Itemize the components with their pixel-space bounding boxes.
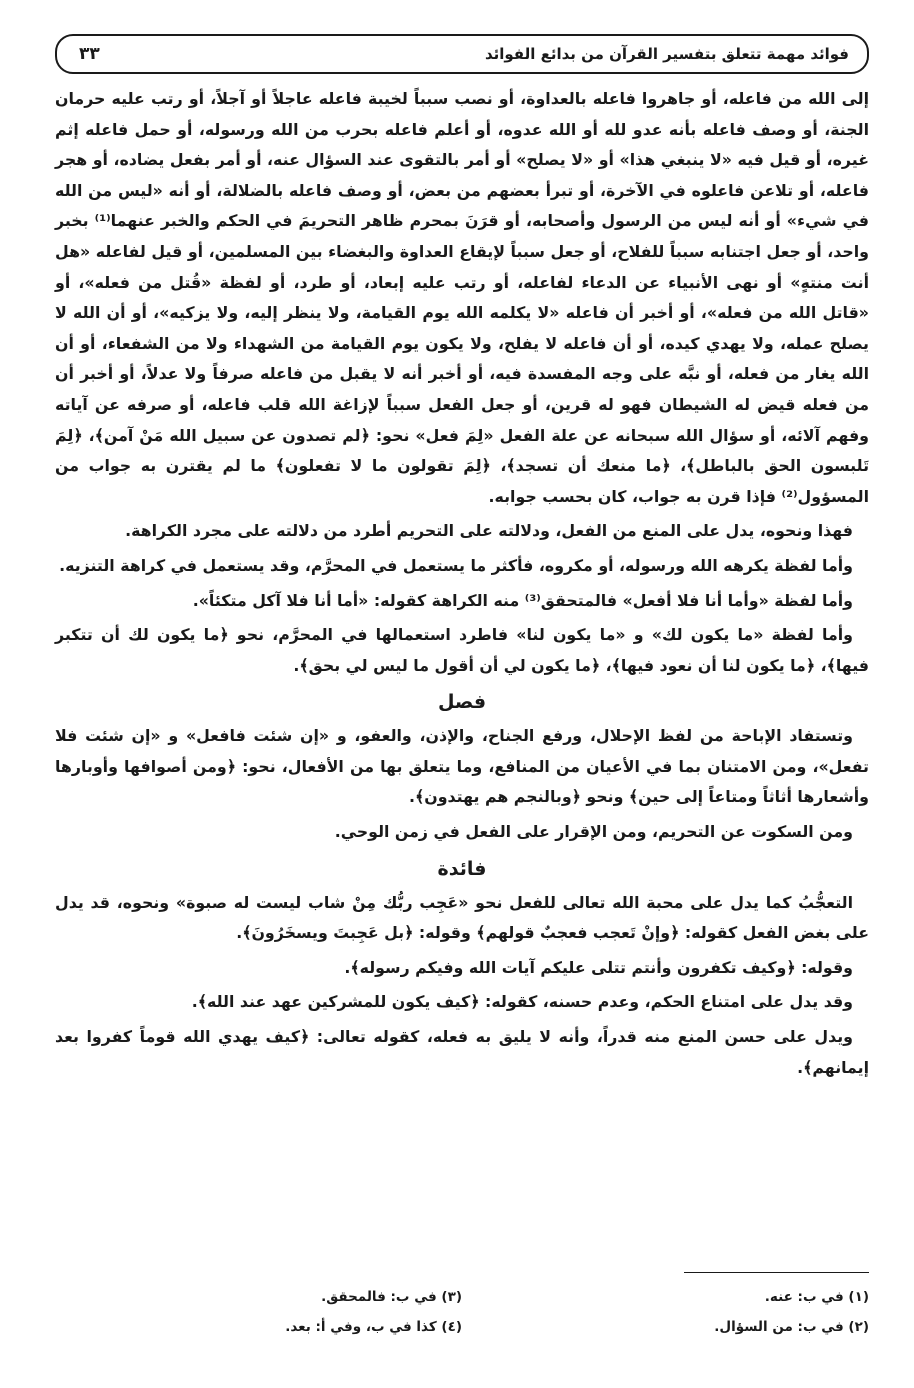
footnotes-left-column: [55, 1282, 462, 1342]
section-heading: فصل: [437, 691, 487, 714]
paragraph: ويدل على حسن المنع منه قدراً، وأنه لا يليق به فعله، كقوله تعالى: ﴿كيف يهدي الله قوماً كفروا بعد إيمانهم﴾.: [55, 1027, 869, 1077]
footnotes-right-column: [462, 1282, 869, 1342]
paragraph: فهذا ونحوه، يدل على المنع من الفعل، ودلالته على التحريم أطرد من دلالته على مجرد الكراهة.: [125, 521, 853, 541]
footnote-divider: [684, 1272, 869, 1273]
footnote: (٣) في ب: فالمحقق.: [321, 1289, 462, 1305]
paragraph: وأما لفظة «وأما أنا فلا أفعل» فالمتحقق⁽³⁾ منه الكراهة كقوله: «أما أنا فلا آكل متكئاً».: [192, 590, 853, 610]
page-number: ٣٣: [79, 44, 100, 64]
paragraph: وأما لفظة يكرهه الله ورسوله، أو مكروه، فأكثر ما يستعمل في المحرَّم، وقد يستعمل في كراهة التنزيه.: [59, 555, 853, 575]
footnotes: [55, 1282, 869, 1342]
paragraph: التعجُّبُ كما يدل على محبة الله تعالى للفعل نحو «عَجِب ربُّك مِنْ شاب ليست له صبوة» ونحوه، قد يدل على بغض الفعل كقوله: ﴿وإنْ تَعجب فعجبٌ قولهم﴾ وقوله: ﴿بل عَجِبتَ ويسخَرُونَ﴾.: [55, 892, 869, 943]
paragraph: وقد يدل على امتناع الحكم، وعدم حسنه، كقوله: ﴿كيف يكون للمشركين عهد عند الله﴾.: [191, 992, 853, 1012]
paragraph: إلى الله من فاعله، أو جاهروا فاعله بالعداوة، أو نصب سبباً لخيبة فاعله عاجلاً أو آجلاً، أو رتب عليه حرمان الجنة، أو وصف فاعله بأنه عدو لله أو الله عدوه، أو أعلم فاعله بحرب من الله ورسوله، أو حمل فاعله إثم غيره، أو قيل فيه «لا ينبغي هذا» أو «لا يصلح» أو أمر بالتقوى عند السؤال عنه، أو أمر بفعل يضاده، أو هجر فاعله، أو تلاعن فاعلوه في الآخرة، أو تبرأ بعضهم من بعض، أو وصف فاعله بالضلالة، أو أنه «ليس من الله في شيء» أو أنه ليس من الرسول وأصحابه، أو قرَنَ بمحرم ظاهر التحريمَ في الحكم والخبر عنهما⁽¹⁾ بخبر واحد، أو جعل اجتنابه سبباً للفلاح، أو جعل سبباً لإيقاع العداوة والبغضاء بين المسلمين، أو قيل لفاعله «هل أنت منتهٍ» أو نهى الأنبياء عن الدعاء لفاعله، أو رتب عليه إبعاد، أو طرد، أو لفظة «قُتل من فعله»، أو «قاتل الله من فعله»، أو أخبر أن فاعله «لا يكلمه الله يوم القيامة، ولا ينظر إليه، ولا يزكيه»، أو أن الله لا يصلح عمله، ولا يهدي كيده، أو أن فاعله لا يفلح، ولا يكون يوم القيامة من الشهداء ولا من الشفعاء، أو أن الله يغار من فعله، أو نبَّه على وجه المفسدة فيه، أو أخبر أنه لا يقبل من فاعله صرفاً ولا عدلاً، أو أخبر أن من فعله قيض له الشيطان فهو له قرين، أو جعل الفعل سبباً لإزاغة الله قلب فاعله، أو صرفه عن آياته وفهم آلائه، أو سؤال الله سبحانه عن علة الفعل «لِمَ فعل» نحو: ﴿لم تصدون عن سبيل الله مَنْ آمن﴾، ﴿لِمَ تَلبسون الحق بالباطل﴾، ﴿ما منعك أن تسجد﴾، ﴿لِمَ تقولون ما لا تفعلون﴾ ما لم يقترن به جواب من المسؤول⁽²⁾ فإذا قرن به جواب، كان بحسب جوابه.: [55, 89, 869, 506]
section-heading: فائدة: [437, 857, 487, 880]
footnote: (١) في ب: عنه.: [764, 1289, 869, 1305]
paragraph: ومن السكوت عن التحريم، ومن الإقرار على الفعل في زمن الوحي.: [334, 822, 853, 842]
footnote: (٢) في ب: من السؤال.: [714, 1319, 869, 1335]
footnote-area: [55, 0, 869, 1388]
header-title: فوائد مهمة تتعلق بتفسير القرآن من بدائع الفوائد: [484, 45, 849, 63]
footnote: (٤) كذا في ب، وفي أ: بعد.: [285, 1319, 462, 1335]
paragraph: وأما لفظة «ما يكون لك» و «ما يكون لنا» فاطرد استعمالها في المحرَّم، نحو ﴿ما يكون لك أن تتكبر فيها﴾، ﴿ما يكون لنا أن نعود فيها﴾، ﴿ما يكون لي أن أقول ما ليس لي بحق﴾.: [55, 625, 869, 675]
paragraph: وتستفاد الإباحة من لفظ الإحلال، ورفع الجناح، والإذن، والعفو، و «إن شئت فافعل» و «إن شئت فلا تفعل»، ومن الامتنان بما في الأعيان من المنافع، وما يتعلق بها من الأفعال، نحو: ﴿ومن أصوافها وأوبارها وأشعارها أثاثاً ومتاعاً إلى حين﴾ ونحو ﴿وبالنجم هم يهتدون﴾.: [55, 726, 869, 807]
paragraph: وقوله: ﴿وكيف تكفرون وأنتم تتلى عليكم آيات الله وفيكم رسوله﴾.: [344, 957, 853, 977]
